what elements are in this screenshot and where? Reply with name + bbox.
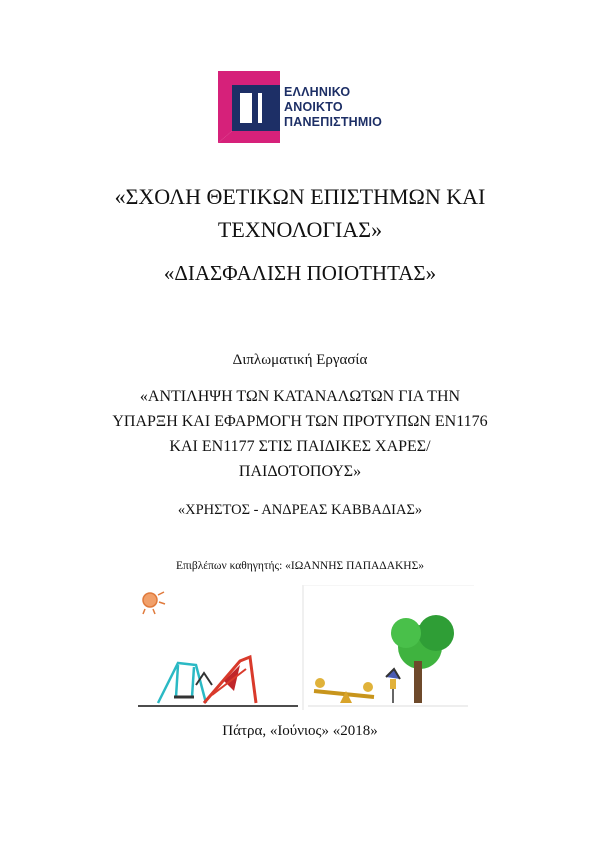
logo-line-1: ΕΛΛΗΝΙΚΟ bbox=[284, 85, 351, 99]
university-logo-emblem bbox=[218, 71, 284, 143]
document-kind: Διπλωματική Εργασία bbox=[232, 352, 368, 368]
supervisor-line: Επιβλέπων καθηγητής: «ΙΩΑΝΝΗΣ ΠΑΠΑΔΑΚΗΣ» bbox=[175, 560, 425, 572]
thesis-title: «ΑΝΤΙΛΗΨΗ ΤΩΝ ΚΑΤΑΝΑΛΩΤΩΝ ΓΙΑ ΤΗΝ ΥΠΑΡΞΗ ΚΑΙ ΕΦΑΡΜΟΓΗ ΤΩΝ ΠΡΟΤΥΠΩΝ ΕΝ1176 ΚΑΙ ΕΝ1177 ΣΤΙΣ ΠΑΙΔΙΚΕΣ ΧΑΡΕΣ/ΠΑΙΔΟΤΟΠΟΥΣ» bbox=[112, 388, 488, 480]
school-name-line-2: ΤΕΧΝΟΛΟΓΙΑΣ» bbox=[217, 217, 383, 242]
logo-line-2: ΑΝΟΙΚΤΟ bbox=[284, 100, 343, 114]
sun-doodle bbox=[143, 592, 165, 614]
seesaw-doodle bbox=[314, 678, 374, 703]
tree-doodle bbox=[391, 615, 454, 703]
logo-line-3: ΠΑΝΕΠΙΣΤΗΜΙΟ bbox=[284, 115, 383, 129]
author-name: «ΧΡΗΣΤΟΣ - ΑΝΔΡΕΑΣ ΚΑΒΒΑΔΙΑΣ» bbox=[177, 502, 423, 518]
university-logo bbox=[218, 71, 418, 143]
slide-doodle bbox=[204, 657, 256, 703]
program-name: «ΔΙΑΣΦΑΛΙΣΗ ΠΟΙΟΤΗΤΑΣ» bbox=[163, 261, 437, 285]
spring-rider-doodle bbox=[386, 669, 400, 703]
school-name-line-1: «ΣΧΟΛΗ ΘΕΤΙΚΩΝ ΕΠΙΣΤΗΜΩΝ ΚΑΙ bbox=[114, 184, 486, 209]
university-logo-text bbox=[284, 85, 382, 130]
place-and-date: Πάτρα, «Ιούνιος» «2018» bbox=[222, 723, 378, 739]
playground-drawing bbox=[128, 585, 478, 710]
